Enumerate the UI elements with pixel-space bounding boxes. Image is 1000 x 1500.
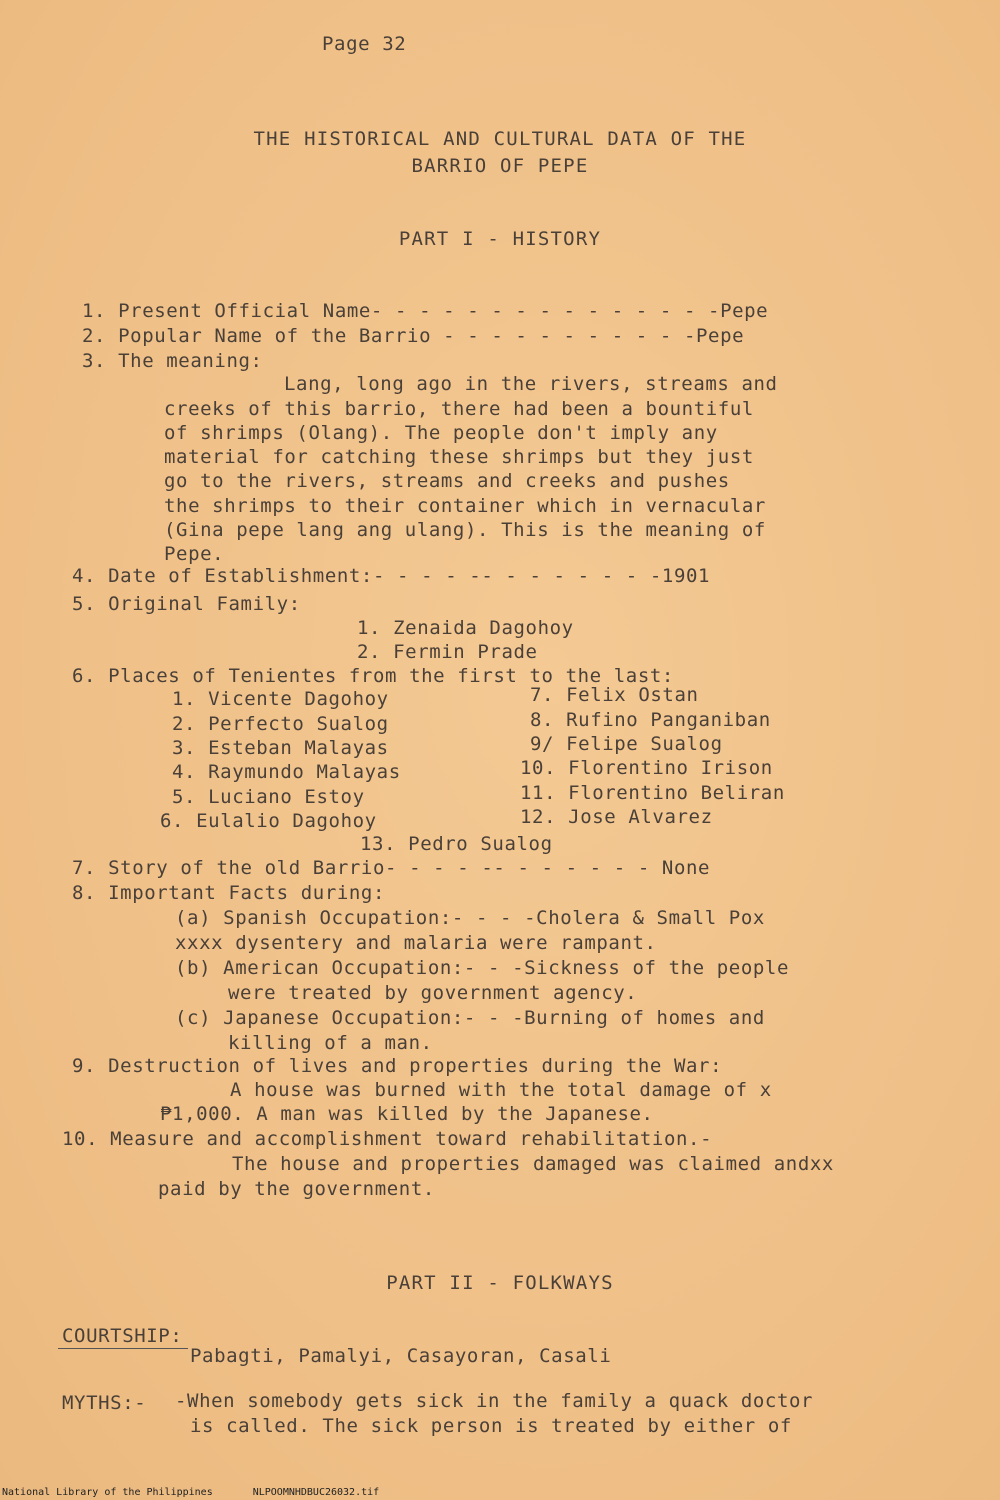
fact-line: (a) Spanish Occupation:- - - -Cholera & Small Pox: [175, 907, 765, 929]
meaning-line: Lang, long ago in the rivers, streams and: [284, 373, 778, 395]
teniente-entry: 5. Luciano Estoy: [172, 786, 365, 808]
teniente-entry: 12. Jose Alvarez: [520, 806, 713, 828]
item-8-facts-label: 8. Important Facts during:: [72, 882, 386, 904]
fact-line: (c) Japanese Occupation:- - -Burning of homes and: [175, 1007, 765, 1029]
meaning-line: of shrimps (Olang). The people don't imply any: [164, 422, 718, 444]
fact-line: killing of a man.: [228, 1032, 433, 1054]
fact-line: (b) American Occupation:- - -Sickness of the people: [175, 957, 789, 979]
fact-line: were treated by government agency.: [228, 982, 638, 1004]
item-6-tenientes-label: 6. Places of Tenientes from the first to the last:: [72, 665, 674, 687]
item-2-popular-name: 2. Popular Name of the Barrio - - - - - - - - - - -Pepe: [82, 325, 745, 347]
courtship-underline: [58, 1348, 188, 1349]
myths-line: -When somebody gets sick in the family a quack doctor: [175, 1390, 814, 1412]
teniente-entry: 3. Esteban Malayas: [172, 737, 389, 759]
part1-heading: PART I - HISTORY: [398, 228, 602, 250]
item-1-official-name: 1. Present Official Name- - - - - - - - - - - - - - -Pepe: [82, 300, 769, 322]
myths-label: MYTHS:-: [62, 1392, 147, 1414]
item-5-original-family: 5. Original Family:: [72, 593, 301, 615]
meaning-line: material for catching these shrimps but they just: [164, 446, 754, 468]
family-member: 2. Fermin Prade: [357, 641, 538, 663]
title-line-2: BARRIO OF PEPE: [411, 155, 589, 177]
meaning-line: Pepe.: [164, 543, 225, 565]
item-9-destruction: 9. Destruction of lives and properties during the War:: [72, 1055, 723, 1077]
footer-library: National Library of the Philippines: [2, 1487, 213, 1498]
meaning-line: go to the rivers, streams and creeks and pushes: [164, 470, 730, 492]
item-7-story: 7. Story of the old Barrio- - - - -- - - - - - - None: [72, 857, 711, 879]
teniente-entry: 8. Rufino Panganiban: [530, 709, 771, 731]
scan-footer: [2, 1487, 419, 1498]
footer-filename: NLPOOMNHDBUC26032.tif: [252, 1487, 380, 1498]
rehab-line: paid by the government.: [158, 1178, 435, 1200]
courtship-label: COURTSHIP:: [62, 1325, 183, 1347]
title-line-1: THE HISTORICAL AND CULTURAL DATA OF THE: [253, 128, 747, 150]
teniente-entry: 6. Eulalio Dagohoy: [160, 810, 377, 832]
teniente-entry: 4. Raymundo Malayas: [172, 761, 401, 783]
item-3-meaning-label: 3. The meaning:: [82, 350, 263, 372]
fact-line: xxxx dysentery and malaria were rampant.: [175, 932, 657, 954]
meaning-line: the shrimps to their container which in vernacular: [164, 495, 766, 517]
teniente-entry: 10. Florentino Irison: [520, 757, 773, 779]
rehab-line: The house and properties damaged was claimed andxx: [232, 1153, 834, 1175]
teniente-entry: 2. Perfecto Sualog: [172, 713, 389, 735]
myths-line: is called. The sick person is treated by either of: [190, 1415, 792, 1437]
teniente-entry: 13. Pedro Sualog: [360, 833, 553, 855]
destruction-line: ₱1,000. A man was killed by the Japanese.: [160, 1103, 654, 1125]
teniente-entry: 1. Vicente Dagohoy: [172, 688, 389, 710]
teniente-entry: 7. Felix Ostan: [530, 684, 699, 706]
courtship-value: Pabagti, Pamalyi, Casayoran, Casali: [190, 1345, 612, 1367]
family-member: 1. Zenaida Dagohoy: [357, 617, 574, 639]
teniente-entry: 11. Florentino Beliran: [520, 782, 785, 804]
meaning-line: creeks of this barrio, there had been a bountiful: [164, 398, 754, 420]
part2-heading: PART II - FOLKWAYS: [386, 1272, 614, 1294]
destruction-line: A house was burned with the total damage of x: [230, 1079, 772, 1101]
item-4-establishment: 4. Date of Establishment:- - - - -- - - - - - - -1901: [72, 565, 711, 587]
meaning-line: (Gina pepe lang ang ulang). This is the meaning of: [164, 519, 766, 541]
teniente-entry: 9/ Felipe Sualog: [530, 733, 723, 755]
page-number: Page 32: [322, 33, 407, 55]
item-10-rehabilitation: 10. Measure and accomplishment toward rehabilitation.-: [62, 1128, 713, 1150]
